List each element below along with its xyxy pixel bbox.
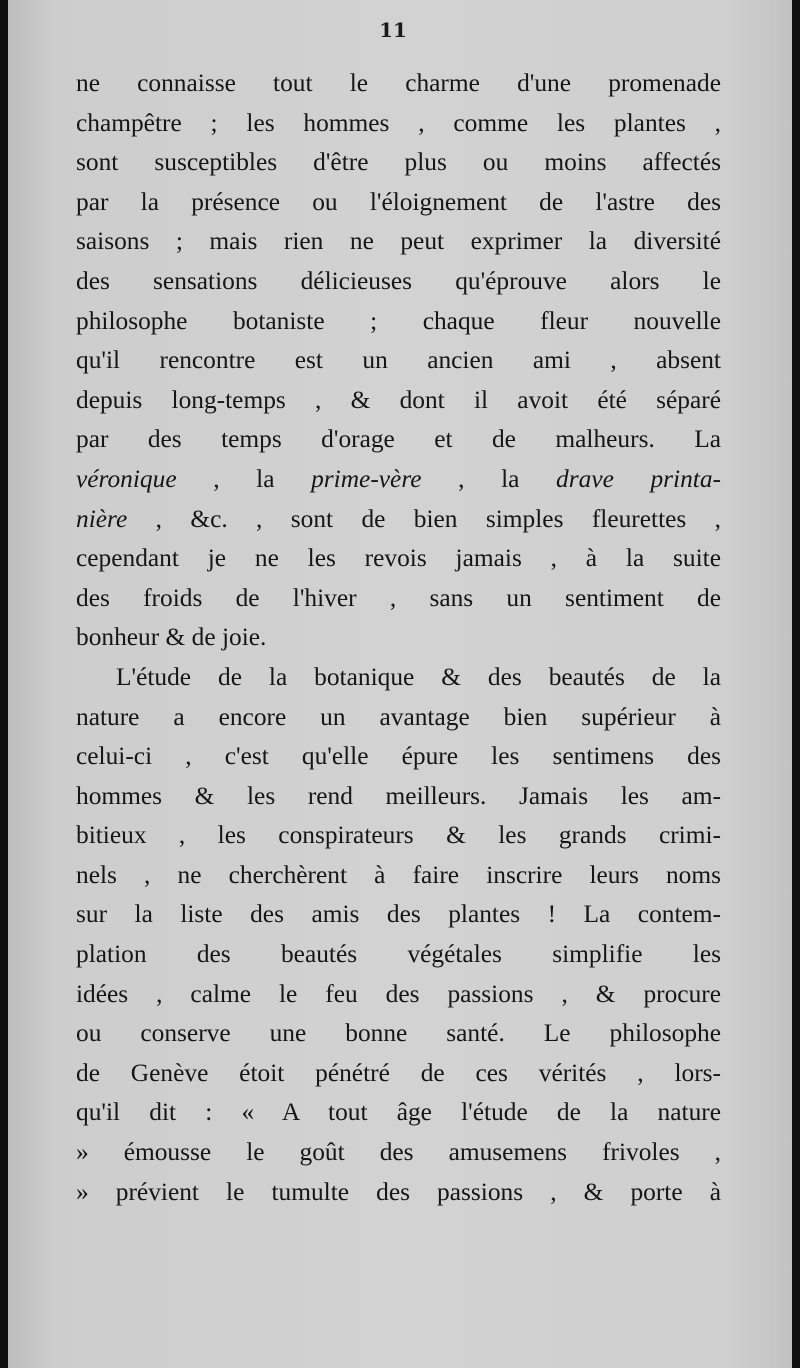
text-line	[76, 500, 721, 540]
text-line: celui-ci , c'est qu'elle épure les sentimens des	[76, 742, 721, 771]
text-line: ou conserve une bonne santé. Le philosophe	[76, 1019, 721, 1048]
paragraph-first-line: L'étude de la botanique & des beautés de la	[116, 662, 721, 691]
text-line: des sensations délicieuses qu'éprouve alors le	[76, 266, 721, 295]
text-line: » émousse le goût des amusemens frivoles ,	[76, 1138, 721, 1167]
text-line: ne connaisse tout le charme d'une promenade	[76, 69, 721, 97]
text-line: nels , ne cherchèrent à faire inscrire leurs noms	[76, 860, 721, 889]
italic-term: drave printa-	[556, 464, 721, 493]
italic-term: nière	[76, 504, 128, 533]
page-number: 11	[379, 18, 407, 42]
text-line: par la présence ou l'éloignement de l'astre des	[76, 187, 721, 216]
text-line: » prévient le tumulte des passions , & porte à	[76, 1177, 721, 1206]
text-line: hommes & les rend meilleurs. Jamais les am-	[76, 781, 721, 810]
text-line: depuis long-temps , & dont il avoit été séparé	[76, 385, 721, 414]
text-segment: , la	[421, 464, 557, 493]
text-line: de Genève étoit pénétré de ces vérités , lors-	[76, 1058, 721, 1087]
text-segment: , la	[176, 464, 312, 493]
text-line: cependant je ne les revois jamais , à la suite	[76, 544, 721, 573]
body-text	[76, 64, 721, 1212]
book-page	[8, 0, 792, 1368]
italic-term: prime-vère	[311, 464, 422, 493]
paragraph-last-line: bonheur & de joie.	[76, 623, 267, 652]
text-line: saisons ; mais rien ne peut exprimer la diversité	[76, 227, 721, 256]
text-line: des froids de l'hiver , sans un sentiment de	[76, 583, 721, 612]
text-line: sont susceptibles d'être plus ou moins affectés	[76, 148, 721, 177]
text-line: nature a encore un avantage bien supérieur à	[76, 702, 721, 731]
text-line: champêtre ; les hommes , comme les plantes ,	[76, 108, 721, 137]
text-segment: , &c. , sont de bien simples fleurettes ,	[127, 504, 721, 533]
text-line: plation des beautés végétales simplifie les	[76, 940, 721, 969]
text-line: qu'il rencontre est un ancien ami , absent	[76, 346, 721, 375]
text-line: philosophe botaniste ; chaque fleur nouvelle	[76, 306, 721, 335]
text-line: par des temps d'orage et de malheurs. La	[76, 425, 721, 454]
text-line: idées , calme le feu des passions , & procure	[76, 979, 721, 1008]
italic-term: véronique	[76, 464, 177, 493]
text-line: qu'il dit : « A tout âge l'étude de la nature	[76, 1098, 721, 1127]
text-line	[76, 460, 721, 500]
text-line: bitieux , les conspirateurs & les grands crimi-	[76, 821, 721, 850]
text-line: sur la liste des amis des plantes ! La contem-	[76, 900, 721, 929]
